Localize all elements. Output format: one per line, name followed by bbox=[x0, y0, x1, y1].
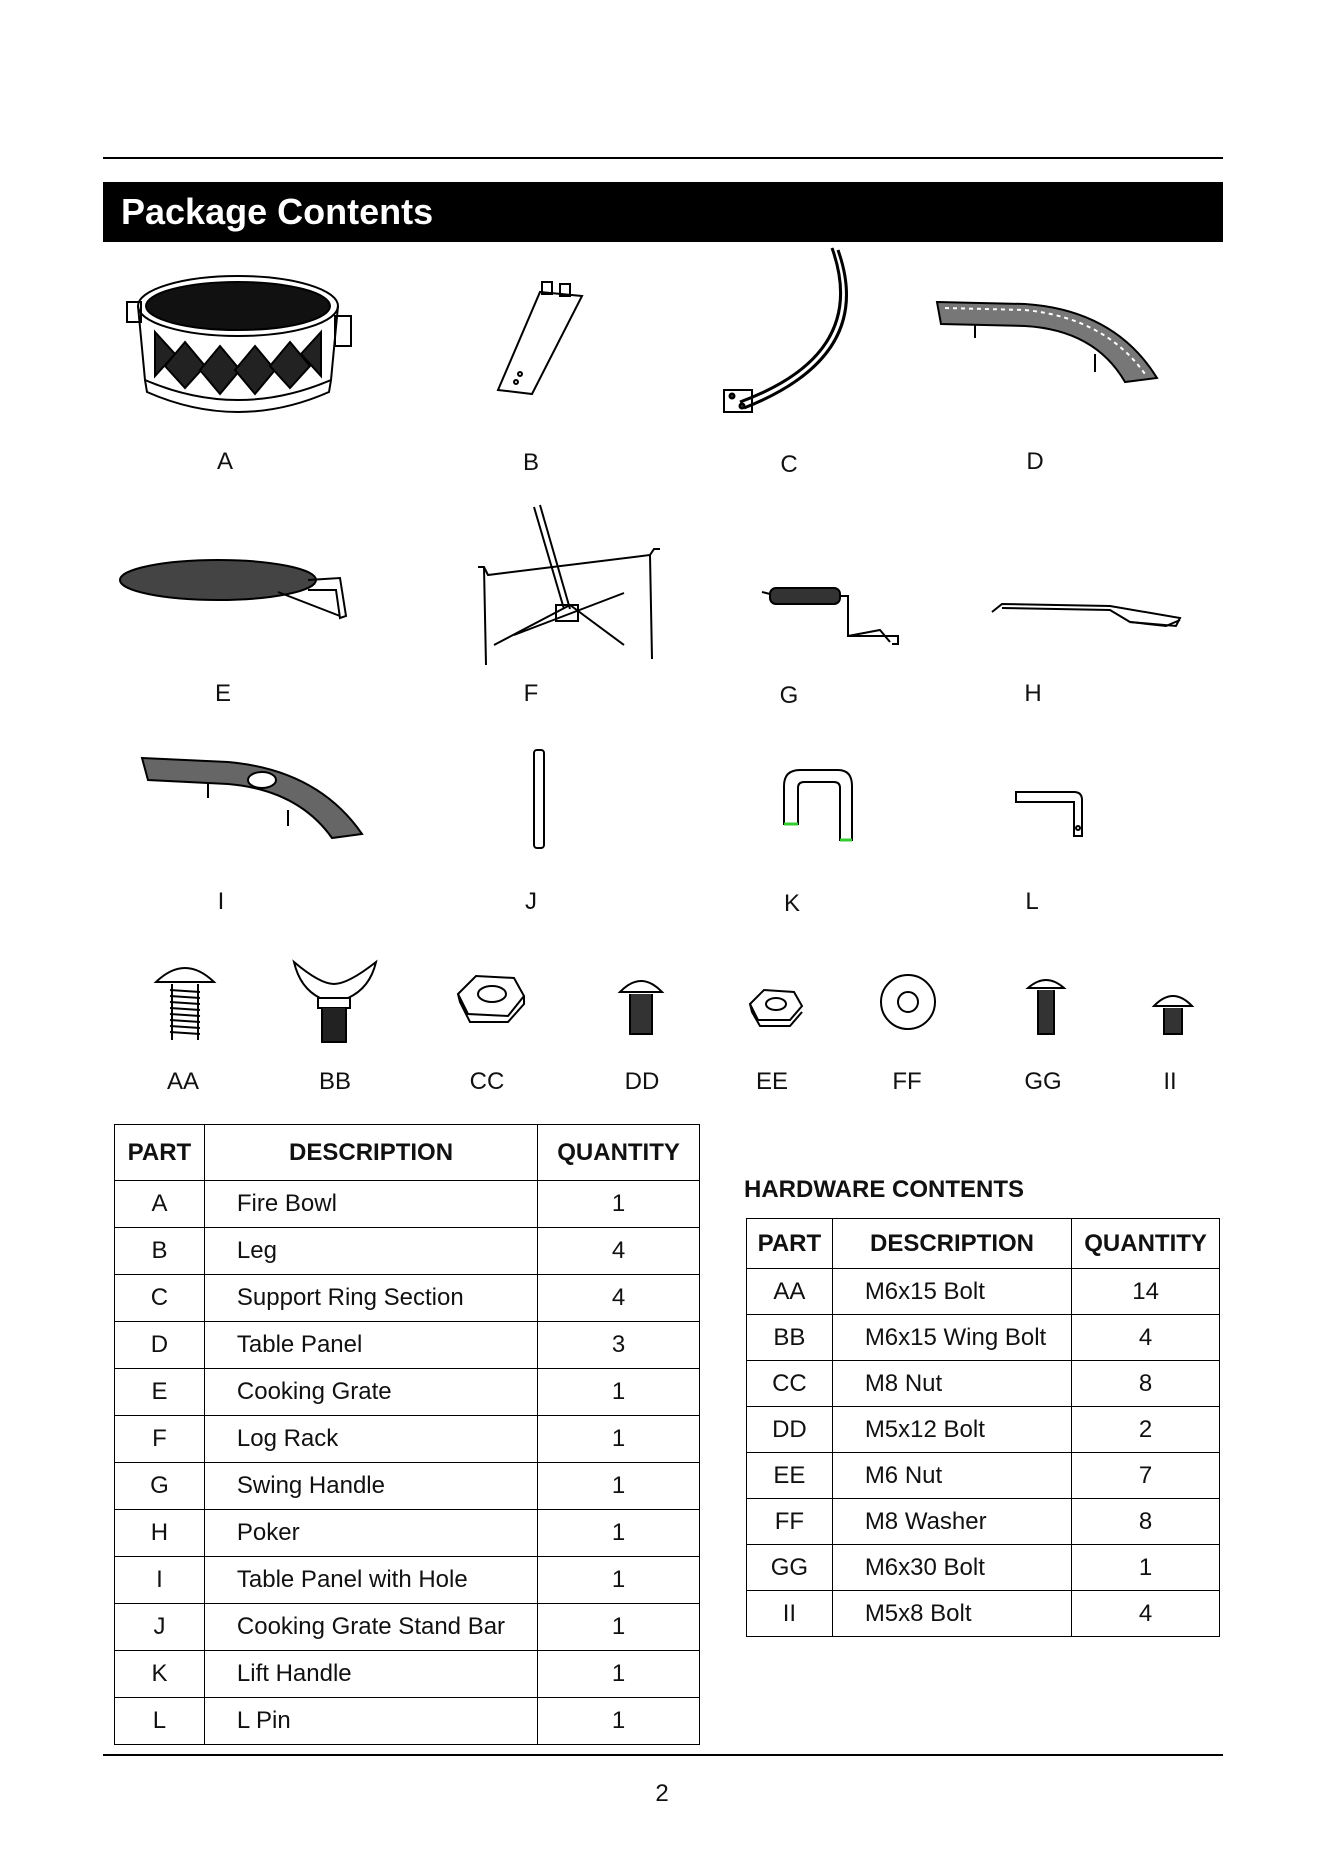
column-header: DESCRIPTION bbox=[832, 1219, 1071, 1269]
column-header: PART bbox=[115, 1125, 205, 1181]
part-cell: DD bbox=[747, 1407, 833, 1453]
part-label: C bbox=[780, 451, 798, 478]
part-cell: J bbox=[115, 1604, 205, 1651]
quantity-cell: 4 bbox=[1072, 1591, 1220, 1637]
table-header-row bbox=[115, 1125, 700, 1181]
description-cell: Table Panel bbox=[204, 1322, 537, 1369]
hardware-aa-illustration bbox=[152, 958, 218, 1042]
description-cell: M5x12 Bolt bbox=[832, 1407, 1071, 1453]
table-row bbox=[115, 1651, 700, 1698]
part-cell: H bbox=[115, 1510, 205, 1557]
table-row bbox=[747, 1499, 1220, 1545]
part-g-illustration bbox=[760, 580, 900, 650]
part-cell: G bbox=[115, 1463, 205, 1510]
description-cell: Leg bbox=[204, 1228, 537, 1275]
part-cell: II bbox=[747, 1591, 833, 1637]
quantity-cell: 4 bbox=[538, 1228, 700, 1275]
description-cell: Support Ring Section bbox=[204, 1275, 537, 1322]
page-number: 2 bbox=[655, 1780, 669, 1807]
hardware-contents-title: HARDWARE CONTENTS bbox=[744, 1176, 1024, 1203]
part-cell: C bbox=[115, 1275, 205, 1322]
hardware-bb-illustration bbox=[290, 958, 380, 1044]
quantity-cell: 1 bbox=[538, 1416, 700, 1463]
table-header-row bbox=[747, 1219, 1220, 1269]
part-cell: CC bbox=[747, 1361, 833, 1407]
quantity-cell: 2 bbox=[1072, 1407, 1220, 1453]
description-cell: Log Rack bbox=[204, 1416, 537, 1463]
part-cell: F bbox=[115, 1416, 205, 1463]
part-label: D bbox=[1026, 448, 1044, 475]
description-cell: Lift Handle bbox=[204, 1651, 537, 1698]
parts-table bbox=[114, 1124, 700, 1745]
part-cell: EE bbox=[747, 1453, 833, 1499]
table-row bbox=[747, 1315, 1220, 1361]
part-k-illustration bbox=[778, 764, 858, 844]
bottom-rule bbox=[103, 1754, 1223, 1756]
description-cell: M8 Nut bbox=[832, 1361, 1071, 1407]
column-header: QUANTITY bbox=[538, 1125, 700, 1181]
part-cell: GG bbox=[747, 1545, 833, 1591]
part-label: L bbox=[1025, 888, 1039, 915]
section-banner bbox=[103, 182, 1223, 242]
description-cell: Cooking Grate Stand Bar bbox=[204, 1604, 537, 1651]
description-cell: Cooking Grate bbox=[204, 1369, 537, 1416]
quantity-cell: 1 bbox=[538, 1604, 700, 1651]
part-label: B bbox=[522, 449, 539, 476]
quantity-cell: 1 bbox=[538, 1698, 700, 1745]
quantity-cell: 1 bbox=[538, 1463, 700, 1510]
description-cell: Poker bbox=[204, 1510, 537, 1557]
quantity-cell: 3 bbox=[538, 1322, 700, 1369]
part-e-illustration bbox=[118, 556, 358, 626]
hardware-label: EE bbox=[755, 1068, 788, 1095]
quantity-cell: 1 bbox=[538, 1181, 700, 1228]
table-row bbox=[747, 1453, 1220, 1499]
part-f-illustration bbox=[474, 505, 664, 667]
part-label: K bbox=[783, 890, 800, 917]
part-d-illustration bbox=[935, 296, 1165, 396]
part-cell: A bbox=[115, 1181, 205, 1228]
hardware-gg-illustration bbox=[1024, 974, 1068, 1036]
part-cell: E bbox=[115, 1369, 205, 1416]
description-cell: Fire Bowl bbox=[204, 1181, 537, 1228]
part-cell: AA bbox=[747, 1269, 833, 1315]
table-row bbox=[747, 1591, 1220, 1637]
hardware-label: AA bbox=[166, 1068, 199, 1095]
quantity-cell: 4 bbox=[1072, 1315, 1220, 1361]
part-label: G bbox=[779, 682, 799, 709]
table-row bbox=[747, 1269, 1220, 1315]
part-cell: L bbox=[115, 1698, 205, 1745]
hardware-label: CC bbox=[469, 1068, 505, 1095]
table-row bbox=[115, 1698, 700, 1745]
hardware-dd-illustration bbox=[616, 974, 666, 1036]
hardware-cc-illustration bbox=[452, 970, 528, 1024]
hardware-label: II bbox=[1163, 1068, 1177, 1095]
table-row bbox=[115, 1604, 700, 1651]
part-label: J bbox=[525, 888, 537, 915]
description-cell: M6x15 Wing Bolt bbox=[832, 1315, 1071, 1361]
hardware-ii-illustration bbox=[1150, 988, 1196, 1036]
table-row bbox=[115, 1510, 700, 1557]
table-row bbox=[747, 1545, 1220, 1591]
hardware-ee-illustration bbox=[746, 986, 806, 1028]
part-i-illustration bbox=[138, 754, 368, 844]
hardware-table bbox=[746, 1218, 1220, 1637]
part-label: F bbox=[523, 680, 539, 707]
part-label: E bbox=[214, 680, 231, 707]
hardware-label: BB bbox=[318, 1068, 351, 1095]
part-label: I bbox=[217, 888, 225, 915]
part-c-illustration bbox=[720, 244, 870, 424]
quantity-cell: 1 bbox=[1072, 1545, 1220, 1591]
description-cell: M5x8 Bolt bbox=[832, 1591, 1071, 1637]
description-cell: L Pin bbox=[204, 1698, 537, 1745]
part-b-illustration bbox=[490, 278, 590, 398]
part-cell: K bbox=[115, 1651, 205, 1698]
section-title: Package Contents bbox=[121, 191, 434, 232]
hardware-label: DD bbox=[624, 1068, 660, 1095]
quantity-cell: 7 bbox=[1072, 1453, 1220, 1499]
quantity-cell: 1 bbox=[538, 1369, 700, 1416]
description-cell: M8 Washer bbox=[832, 1499, 1071, 1545]
quantity-cell: 8 bbox=[1072, 1499, 1220, 1545]
part-j-illustration bbox=[530, 746, 550, 852]
quantity-cell: 1 bbox=[538, 1557, 700, 1604]
table-row bbox=[747, 1407, 1220, 1453]
hardware-label: GG bbox=[1024, 1068, 1062, 1095]
description-cell: Table Panel with Hole bbox=[204, 1557, 537, 1604]
part-a-illustration bbox=[125, 262, 355, 412]
part-h-illustration bbox=[990, 596, 1190, 636]
part-cell: D bbox=[115, 1322, 205, 1369]
table-row bbox=[115, 1181, 700, 1228]
part-cell: B bbox=[115, 1228, 205, 1275]
table-row bbox=[747, 1361, 1220, 1407]
hardware-ff-illustration bbox=[878, 972, 938, 1032]
part-l-illustration bbox=[1014, 786, 1084, 842]
quantity-cell: 1 bbox=[538, 1651, 700, 1698]
column-header: PART bbox=[747, 1219, 833, 1269]
description-cell: M6 Nut bbox=[832, 1453, 1071, 1499]
part-label: A bbox=[216, 448, 233, 475]
table-row bbox=[115, 1463, 700, 1510]
part-label: H bbox=[1024, 680, 1042, 707]
part-cell: BB bbox=[747, 1315, 833, 1361]
table-row bbox=[115, 1322, 700, 1369]
column-header: QUANTITY bbox=[1072, 1219, 1220, 1269]
part-cell: I bbox=[115, 1557, 205, 1604]
top-rule bbox=[103, 157, 1223, 159]
table-row bbox=[115, 1275, 700, 1322]
table-row bbox=[115, 1228, 700, 1275]
description-cell: Swing Handle bbox=[204, 1463, 537, 1510]
table-row bbox=[115, 1557, 700, 1604]
description-cell: M6x15 Bolt bbox=[832, 1269, 1071, 1315]
column-header: DESCRIPTION bbox=[204, 1125, 537, 1181]
part-cell: FF bbox=[747, 1499, 833, 1545]
quantity-cell: 4 bbox=[538, 1275, 700, 1322]
description-cell: M6x30 Bolt bbox=[832, 1545, 1071, 1591]
table-row bbox=[115, 1369, 700, 1416]
quantity-cell: 8 bbox=[1072, 1361, 1220, 1407]
quantity-cell: 1 bbox=[538, 1510, 700, 1557]
table-row bbox=[115, 1416, 700, 1463]
hardware-label: FF bbox=[892, 1068, 922, 1095]
quantity-cell: 14 bbox=[1072, 1269, 1220, 1315]
